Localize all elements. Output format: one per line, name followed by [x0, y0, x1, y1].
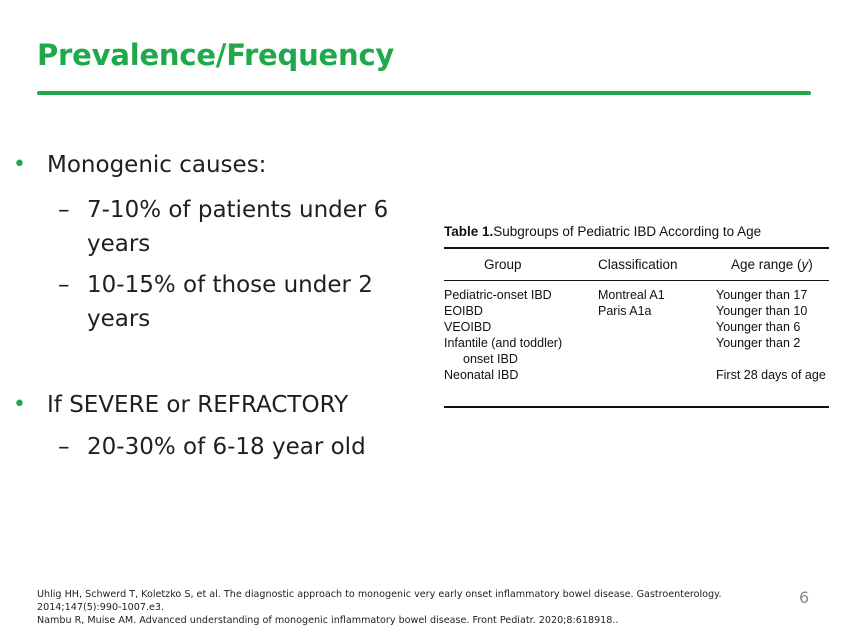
- table-caption: [444, 224, 761, 239]
- table-cell-age: Younger than 2: [716, 336, 801, 350]
- table-header-rule: [444, 280, 829, 281]
- column-header-age-range: Age range (y): [731, 257, 813, 272]
- table-cell-group: EOIBD: [444, 304, 483, 318]
- table-bottom-rule: [444, 406, 829, 408]
- table-cell-group: Neonatal IBD: [444, 368, 519, 382]
- slide-title: Prevalence/Frequency: [37, 38, 395, 72]
- sub-bullet-dash: –: [58, 272, 70, 298]
- title-underline: [37, 91, 811, 95]
- page-number: 6: [799, 588, 810, 607]
- table-cell-classification: Montreal A1: [598, 288, 665, 302]
- sub-bullet-text: 10-15% of those under 2 years: [87, 272, 373, 332]
- sub-bullet-text: 20-30% of 6-18 year old: [87, 434, 366, 460]
- table-top-rule: [444, 247, 829, 249]
- reference-item: Nambu R, Muise AM. Advanced understanding of monogenic inflammatory bowel disease. Front Pediatr. 2020;8:618918..: [37, 615, 619, 626]
- bullet-text: If SEVERE or REFRACTORY: [47, 392, 349, 418]
- bullet-marker: •: [13, 392, 26, 417]
- table-cell-classification: Paris A1a: [598, 304, 652, 318]
- table-cell-group: VEOIBD: [444, 320, 492, 334]
- table-cell-age: First 28 days of age: [716, 368, 826, 382]
- sub-bullet-item: [58, 268, 398, 336]
- sub-bullet-item: [58, 430, 398, 464]
- reference-item: Uhlig HH, Schwerd T, Koletzko S, et al. The diagnostic approach to monogenic very early onset inflammatory bowel disease. Gastroenterology. 2014;147(5):990-1007.e3.: [37, 589, 722, 613]
- sub-bullet-dash: –: [58, 434, 70, 460]
- sub-bullet-dash: –: [58, 197, 70, 223]
- table-caption-text: Subgroups of Pediatric IBD According to Age: [493, 224, 762, 239]
- sub-bullet-text: 7-10% of patients under 6 years: [87, 197, 389, 257]
- column-header-classification: Classification: [598, 257, 678, 272]
- table-caption-label: Table 1.: [444, 224, 494, 239]
- table-cell-group-continued: onset IBD: [463, 352, 518, 366]
- bullet-text: Monogenic causes:: [47, 152, 267, 178]
- references: [37, 588, 777, 627]
- table-cell-age: Younger than 10: [716, 304, 808, 318]
- sub-bullet-item: [58, 193, 398, 261]
- table-cell-age: Younger than 17: [716, 288, 808, 302]
- table-cell-group: Infantile (and toddler): [444, 336, 563, 350]
- table-cell-group: Pediatric-onset IBD: [444, 288, 552, 302]
- column-header-group: Group: [484, 257, 522, 272]
- bullet-marker: •: [13, 152, 26, 177]
- table-cell-age: Younger than 6: [716, 320, 801, 334]
